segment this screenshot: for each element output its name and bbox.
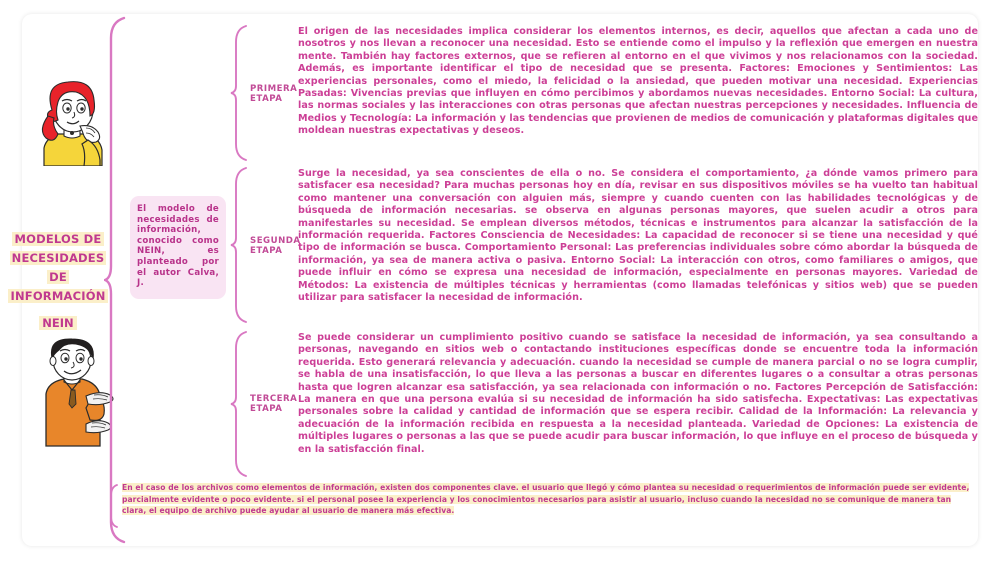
title-subtitle: NEIN bbox=[39, 316, 76, 330]
stage-label-line2: ETAPA bbox=[250, 94, 283, 104]
title-line-2: NECESIDADES bbox=[11, 251, 105, 265]
stage-brace-icon bbox=[230, 330, 250, 478]
stage-label bbox=[250, 84, 297, 104]
stage-primera-etapa bbox=[230, 24, 978, 162]
footer-text-wrap bbox=[122, 482, 970, 517]
stage-label bbox=[250, 236, 301, 256]
stage-brace-icon bbox=[230, 24, 250, 162]
stage-body-text: Se puede considerar un cumplimiento positivo cuando se satisface la necesidad de información, ya sea consultando a personas, navegando en sitios web o contactando instituciones específicas donde se encuentre toda la información requerida. Esto generará relevancia y adecuación. cuando la necesidad se cumple de manera parcial o no se logra cumplir, se habla de una insatisfacción, lo que lleva a las personas a buscar en diferentes lugares o a consultar a otras personas hasta que logren alcanzar esa satisfacción, ya sea relacionada con información o no. Factores Percepción de Satisfacción: La manera en que una persona evalúa si su necesidad de información ha sido satisfecha. Expectativas: Las expectativas personales sobre la calidad y cantidad de información que se espera recibir. Calidad de la Información: La relevancia y adecuación de la información recibida en respuesta a la necesidad planteada. Variedad de Opciones: La existencia de múltiples lugares o personas a las que se puede acudir para buscar información, lo que influye en el proceso de búsqueda y en la satisfacción final. bbox=[298, 332, 978, 455]
footer-brace bbox=[108, 484, 120, 532]
stage-tercera-etapa bbox=[230, 330, 978, 478]
title-line-4: INFORMACIÓN bbox=[10, 289, 106, 303]
stage-label-line2: ETAPA bbox=[250, 246, 283, 256]
stage-brace-icon bbox=[230, 166, 250, 324]
page-title bbox=[2, 228, 114, 331]
stage-brace bbox=[230, 24, 250, 166]
title-line-1: MODELOS DE bbox=[14, 232, 102, 246]
stage-brace bbox=[230, 330, 250, 482]
title-line-3: DE bbox=[49, 270, 67, 284]
nein-definition-box bbox=[130, 196, 226, 299]
stage-body-text: Surge la necesidad, ya sea conscientes de ella o no. Se considera el comportamiento, ¿a dónde vamos primero para satisfacer esa necesidad? Para muchas personas hoy en día, revisar en sus dispositivos móviles se ha vuelto tan habitual como mantener una conversación con alguien más, siempre y cuando cuenten con las habilidades tecnológicas y de búsqueda de información necesarias. se observa en algunas personas mayores, que suelen acudir a otros para manifestarles su necesidad. Se emplean diversos métodos, técnicas e instrumentos para alcanzar la satisfacción de la información requerida. Factores Consciencia de Necesidades: La capacidad de reconocer si se tiene una necesidad y qué tipo de información se busca. Comportamiento Personal: Las preferencias individuales sobre cómo abordar la búsqueda de información, ya sea de manera activa o pasiva. Entorno Social: La interacción con otros, como familiares o amigos, que puede influir en cómo se expresa una necesidad de información, especialmente en personas mayores. Variedad de Métodos: La existencia de múltiples técnicas y herramientas (como llamadas telefónicas y sitios web) que se pueden utilizar para satisfacer la necesidad de información. bbox=[298, 168, 978, 304]
stage-label bbox=[250, 394, 297, 414]
stage-brace bbox=[230, 166, 250, 328]
stage-label-line2: ETAPA bbox=[250, 404, 283, 414]
stage-body-text: El origen de las necesidades implica considerar los elementos internos, es decir, aquellos que afectan a cada uno de nosotros y nos llevan a reconocer una necesidad. Esto se entiende como el impulso y la reflexión que emergen en nuestra mente. También hay factores externos, que se refieren al entorno en el que vivimos y nos relacionamos con la sociedad. Además, es importante identificar el tipo de necesidad que se presenta. Factores: Emociones y Sentimientos: Las experiencias personales, como el miedo, la felicidad o la ansiedad, que pueden motivar una necesidad. Experiencias Pasadas: Vivencias previas que influyen en cómo percibimos y abordamos nuevas necesidades. Entorno Social: La cultura, las normas sociales y las interacciones con otras personas que afectan nuestras percepciones y necesidades. Influencia de Medios y Tecnología: La información y las tendencias que provienen de medios de comunicación y plataformas digitales que moldean nuestras expectativas y deseos. bbox=[298, 26, 978, 137]
main-brace bbox=[104, 16, 130, 544]
nein-definition-text: El modelo de necesidades de información, conocido como NEIN, es planteado por el autor Calva, J. bbox=[137, 204, 219, 289]
main-brace-icon bbox=[104, 16, 130, 544]
footer-brace-icon bbox=[108, 484, 120, 528]
stage-segunda-etapa bbox=[230, 166, 978, 324]
stage-label-line1: PRIMERA bbox=[250, 84, 298, 94]
stage-label-line1: SEGUNDA bbox=[250, 236, 301, 246]
footer-text: En el caso de los archivos como elementos de información, existen dos componentes clave. el usuario que llegó y cómo plantea su necesidad o requerimientos de información puede ser evidente, parcialmente evidente o poco evidente. si el personal posee la experiencia y los conocimientos necesarios para asistir al usuario, incluso cuando la necesidad no se comunique de manera tan clara, el equipo de archivo puede ayudar al usuario de manera más efectiva. bbox=[122, 483, 970, 516]
stage-label-line1: TERCERA bbox=[250, 394, 298, 404]
woman-thinking-illustration bbox=[28, 76, 114, 166]
woman-thinking-icon bbox=[28, 76, 114, 166]
